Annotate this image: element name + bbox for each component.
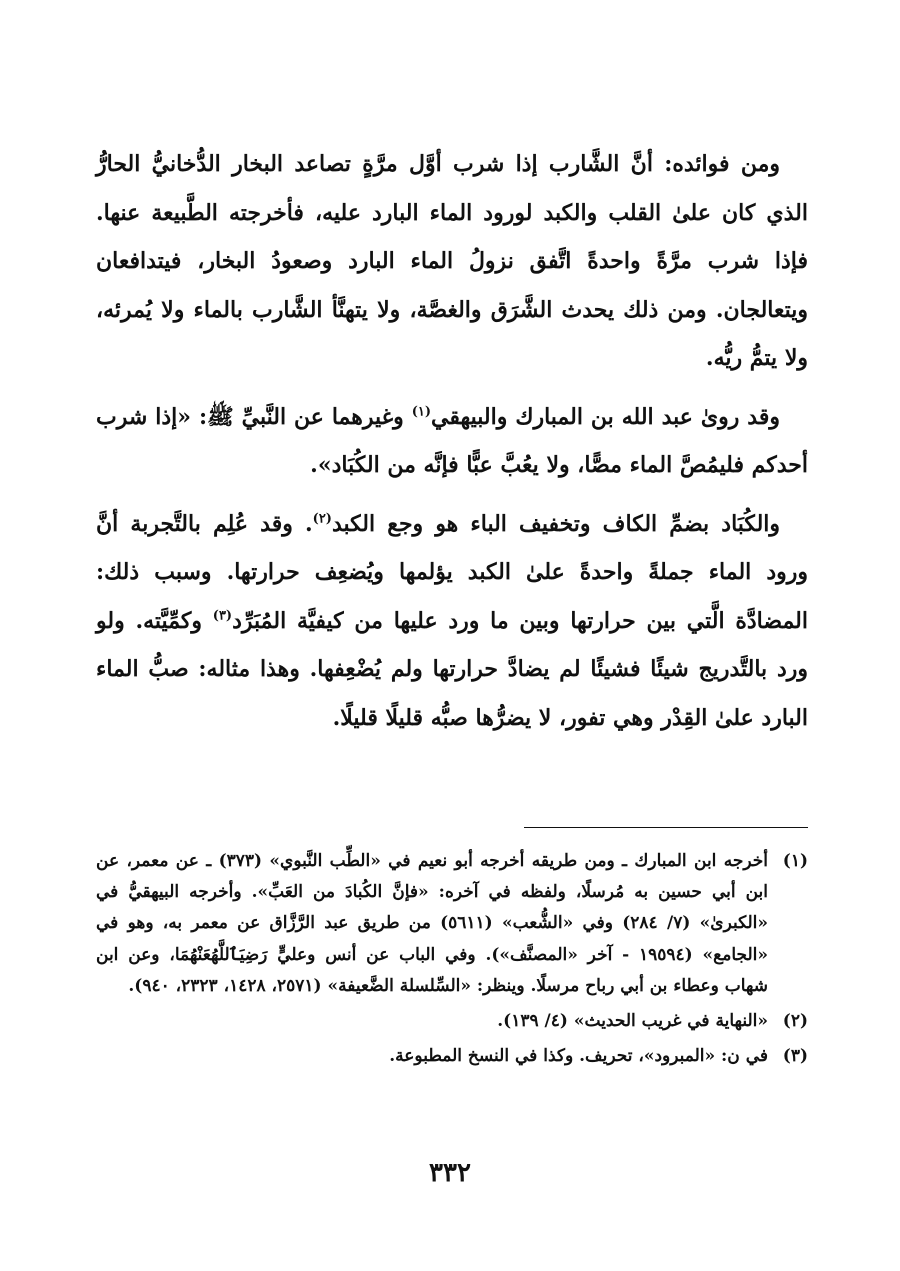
footnote-1	[96, 846, 808, 1002]
kubad-explanation: . وقد عُلِم بالتَّجربة أنَّ ورود الماء جملةً واحدةً علىٰ الكبد يؤلمها ويُضعِف حرارتها. وسبب ذلك: المضادَّة الَّتي بين حرارتها وبين ما ورد عليها من كيفيَّة المُبَرِّد	[96, 510, 809, 634]
hadith-quote: «إذا شرب أحدكم فليمُصَّ الماء مصًّا، ولا يعُبَّ عبًّا فإنَّه من الكُبَاد».	[96, 403, 808, 478]
footnote-ref-2[interactable]: (٢)	[312, 511, 332, 527]
paragraph-benefits: ومن فوائده: أنَّ الشَّارب إذا شرب أوَّل مرَّةٍ تصاعد البخار الدُّخانيُّ الحارُّ الذي كان علىٰ القلب والكبد لورود الماء البارد عليه، فأخرجته الطَّبيعة عنها. فإذا شرب مرَّةً واحدةً اتَّفق نزولُ الماء البارد وصعودُ البخار، فيتدافعان ويتعالجان. ومن ذلك يحدث الشَّرَق والغصَّة، ولا يتهنَّأ الشَّارب بالماء ولا يُمرئه، ولا يتمُّ ريُّه.	[96, 151, 808, 371]
footnote-number: (٣)	[782, 1046, 808, 1067]
footnote-3	[96, 1041, 808, 1072]
footnote-number: (١)	[782, 851, 808, 871]
paragraph-kubad	[96, 500, 808, 743]
kubad-definition: والكُبَاد بضمِّ الكاف وتخفيف الباء هو وجع الكبد	[331, 510, 781, 537]
footnote-text: أخرجه ابن المبارك ـ ومن طريقه أخرجه أبو نعيم في «الطِّب النَّبوي» (٣٧٣) ـ عن معمر، عن ابن أبي حسين به مُرسلًا، ولفظه في آخره: «فإنَّ الكُبادَ من العَبِّ». وأخرجه البيهقيُّ في «الكبرىٰ» (٧/ ٢٨٤) وفي «الشُّعب» (٥٦١١) من طريق عبد الرَّزَّاق عن معمر به، وهو في «الجامع» (١٩٥٩٤ - آخر «المصنَّف»). وفي الباب عن أنس وعليٍّ رَضِيَٱللَّهُعَنْهُمَا، وعن ابن شهاب وعطاء بن أبي رباح مرسلًا. وينظر: «السِّلسلة الضَّعيفة» (٢٥٧١، ١٤٢٨، ٢٣٢٣، ٩٤٠).	[96, 851, 769, 996]
footnote-text: «النهاية في غريب الحديث» (٤/ ١٣٩).	[497, 1011, 768, 1032]
hadith-intro: وقد روىٰ عبد الله بن المبارك والبيهقي	[431, 403, 780, 430]
footnote-ref-1[interactable]: (١)	[411, 404, 432, 420]
kubad-conclusion: وكمِّيَّته. ولو ورد بالتَّدريج شيئًا فشيئًا لم يضادَّ حرارتها ولم يُضْعِفها. وهذا مثاله: صبُّ الماء البارد علىٰ القِدْر وهي تفور، لا يضرُّها صبُّه قليلًا قليلًا.	[96, 607, 808, 731]
main-text	[96, 140, 808, 752]
footnote-text: في ن: «المبرود»، تحريف. وكذا في النسخ المطبوعة.	[389, 1046, 768, 1067]
footnote-number: (٢)	[782, 1011, 808, 1032]
footnotes	[96, 846, 808, 1076]
footnote-divider	[524, 827, 808, 828]
hadith-attribution: وغيرهما عن النَّبيِّ ﷺ:	[191, 403, 412, 430]
page-number: ٣٣٢	[429, 1158, 471, 1188]
footnote-2	[96, 1006, 808, 1037]
footnote-ref-3[interactable]: (٣)	[212, 608, 233, 624]
paragraph-hadith	[96, 393, 808, 490]
